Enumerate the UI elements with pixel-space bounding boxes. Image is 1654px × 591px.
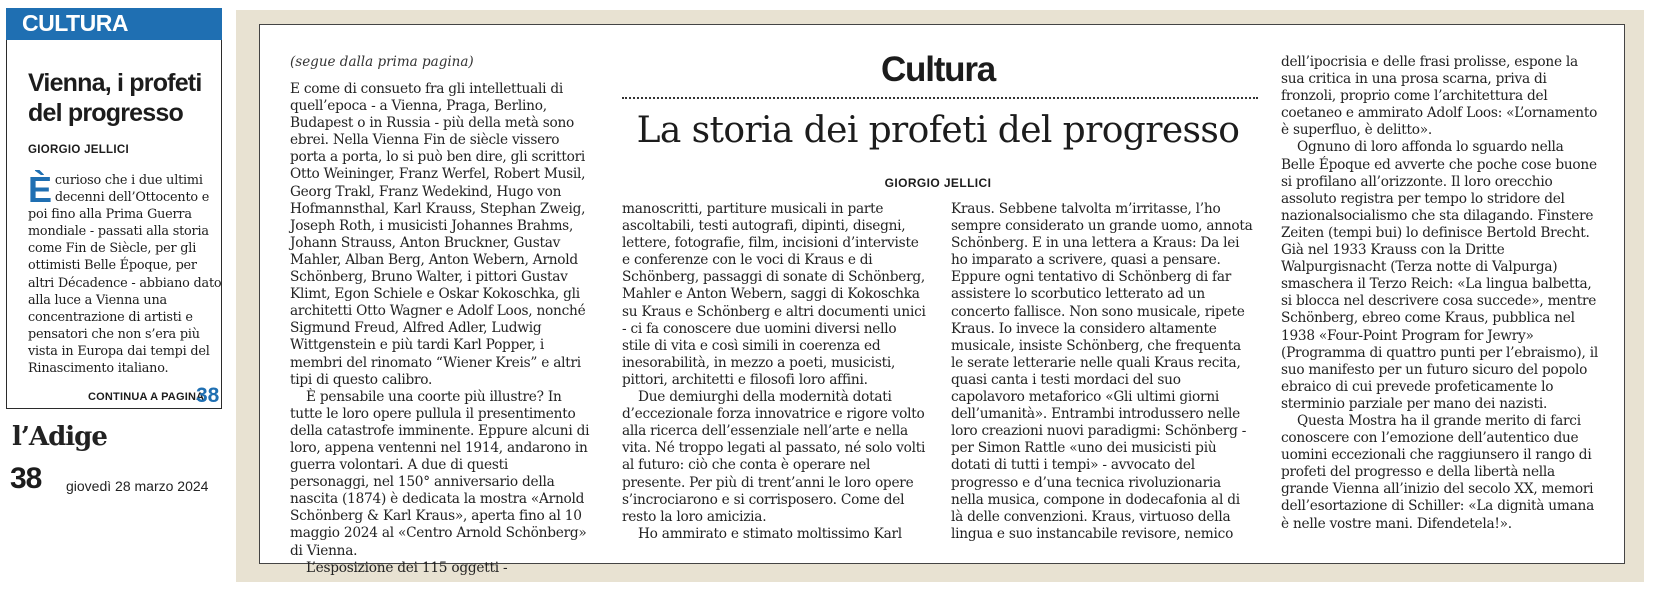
paragraph: Ognuno di loro affonda lo sguardo nella Belle Époque ed avverte che poche cose buone si profilano all’orizzonte. Il loro orecchio assoluto registra per tempo lo stridore del nazionalsocialismo che sta dilagando. Finstere Zeiten (tempi bui) lo definisce Bertold Brecht. Già nel 1933 Krauss con la Dritte Walpurgisnacht (Terza notte di Valpurga) smaschera il Terzo Reich: «La lingua balbetta, si blocca nel descrivere cosa succede», mentre Schönberg, ebreo come Kraus, pubblica nel 1938 «Four-Point Program for Jewry» (Programma di quattro punti per l’ebraismo), il suo manifesto per un futuro sicuro del popolo ebraico di cui prevede profeticamente lo sterminio parziale per mano dei nazisti. xyxy=(1281,139,1598,412)
continue-link[interactable]: CONTINUA A PAGINA xyxy=(88,391,205,403)
paragraph: Questa Mostra ha il grande merito di farci conoscere con l’emozione dell’autentico due uomini eccezionali che raggiunsero il rango di profeti del progresso e della libertà nella grande Vienna all’inizio del secolo XX, memori dell’esortazione di Schiller: «La dignità umana è nelle vostre mani. Difendetela!». xyxy=(1281,412,1594,532)
article-column-3 xyxy=(951,201,1255,543)
paragraph: Kraus. Sebbene talvolta m’irritasse, l’ho sempre considerato un grande uomo, annota Schönberg. E in una lettera a Kraus: Da lei ho imparato a scrivere, quasi a pensare. Eppure ogni tentativo di Schönberg di far assistere lo scorbutico letterato ad un concerto fallisce. Non sono musicale, ripete Kraus. Io invece la considero altamente musicale, insiste Schönberg, che frequenta le serate letterarie nelle quali Kraus recita, quasi canta i testi mordaci del suo capolavoro metaforico «Gli ultimi giorni dell’umanità». Entrambi introdussero nelle loro creazioni nuovi paradigmi: Schönberg - per Simon Rattle «uno dei musicisti più dotati di tutti i tempi» - avvocato del progresso e d’una tecnica rivoluzionaria nella musica, compone in dodecafonia al di là delle convenzioni. Kraus, virtuoso della lingua e suo instancabile revisore, nemico xyxy=(951,201,1253,542)
article-author: GIORGIO JELLICI xyxy=(884,176,992,190)
paragraph: E come di consueto fra gli intellettuali di quell’epoca - a Vienna, Praga, Berlino, Budapest o in Russia - più della metà sono ebrei. Nella Vienna Fin de siècle vissero porta a porta, lo si può ben dire, gli scrittori Otto Weininger, Franz Werfel, Robert Musil, Georg Trakl, Franz Wedekind, Hugo von Hofmannsthal, Karl Krauss, Stephan Zweig, Joseph Roth, i musicisti Johannes Brahms, Johann Strauss, Anton Bruckner, Gustav Mahler, Alban Berg, Anton Webern, Arnold Schönberg, Bruno Walter, i pittori Gustav Klimt, Egon Schiele e Oskar Kokoschka, gli architetti Otto Wagner e Adolf Loos, nonché Sigmund Freud, Alfred Adler, Ludwig Wittgenstein e più tardi Karl Popper, i membri del rinomato “Wiener Kreis” e altri tipi di questo calibro. xyxy=(290,81,586,388)
paragraph: L’esposizione dei 115 oggetti - xyxy=(306,559,508,576)
article-column-2 xyxy=(622,201,926,543)
article-column-4 xyxy=(1281,54,1601,533)
issue-date: giovedì 28 marzo 2024 xyxy=(66,478,209,494)
teaser-text xyxy=(28,169,224,377)
continued-note: (segue dalla prima pagina) xyxy=(290,54,474,70)
section-banner xyxy=(6,8,222,40)
paragraph: Ho ammirato e stimato moltissimo Karl xyxy=(638,525,902,542)
page-number: 38 xyxy=(10,462,42,495)
continue-page-number[interactable]: 38 xyxy=(196,384,220,407)
paragraph: È pensabile una coorte più illustre? In tutte le loro opere pullula il presentimento della catastrofe imminente. Eppure alcuni di loro, appena ventenni nel 1914, andarono in guerra volontari. A due di questi personaggi, nel 150° anniversario della nascita (1874) è dedicata la mostra «Arnold Schönberg & Karl Kraus», aperta fino al 10 maggio 2024 al «Centro Arnold Schönberg» di Vienna. xyxy=(290,388,590,559)
teaser-body: curioso che i due ultimi decenni dell’Ottocento e poi fino alla Prima Guerra mondiale - passati alla storia come Fin de Siècle, per gli ottimisti Belle Époque, per altri Décadence - abbiano dato alla luce a Vienna una concentrazione di artisti e pensatori che non s’era più vista in Europa dai tempi del Rinascimento italiano. xyxy=(28,173,222,377)
teaser-author: GIORGIO JELLICI xyxy=(28,144,129,156)
drop-cap: È xyxy=(28,169,52,210)
paragraph: Due demiurghi della modernità dotati d’eccezionale forza innovatrice e rigore volto alla ricerca dell’essenziale nell’arte e nella vita. Né troppo legati al passato, né solo volti al futuro: ciò che conta è operare nel presente. Per più di trent’anni le loro opere s’incrociarono e si corrisposero. Come del resto la loro amicizia. xyxy=(622,389,926,525)
article-title: La storia dei profeti del progresso xyxy=(636,110,1240,151)
paragraph: dell’ipocrisia e delle frasi prolisse, espone la sua critica in una prosa scarna, priva di fronzoli, proprio come l’architettura del coetaneo e ammirato Adolf Loos: «L’ornamento è superfluo, è delitto». xyxy=(1281,54,1598,139)
newspaper-masthead: l’Adige xyxy=(12,422,107,452)
dotted-divider xyxy=(622,97,1258,99)
section-label: CULTURA xyxy=(22,10,128,36)
teaser-title: Vienna, i profeti del progresso xyxy=(28,69,202,127)
paragraph: manoscritti, partiture musicali in parte ascoltabili, testi autografi, dipinti, disegni, lettere, fotografie, film, incisioni d’interviste e conferenze con le voci di Kraus e di Schönberg, passaggi di sonate di Schönberg, Mahler e Anton Webern, saggi di Kokoschka su Kraus e Schönberg e altri documenti unici - ci fa conoscere due uomini diversi nello stile di vita e così simili in coerenza ed inesorabilità, in mezzo a poeti, musicisti, pittori, architetti e filosofi loro affini. xyxy=(622,201,926,388)
article-column-1 xyxy=(290,81,590,577)
section-heading: Cultura xyxy=(880,50,996,89)
